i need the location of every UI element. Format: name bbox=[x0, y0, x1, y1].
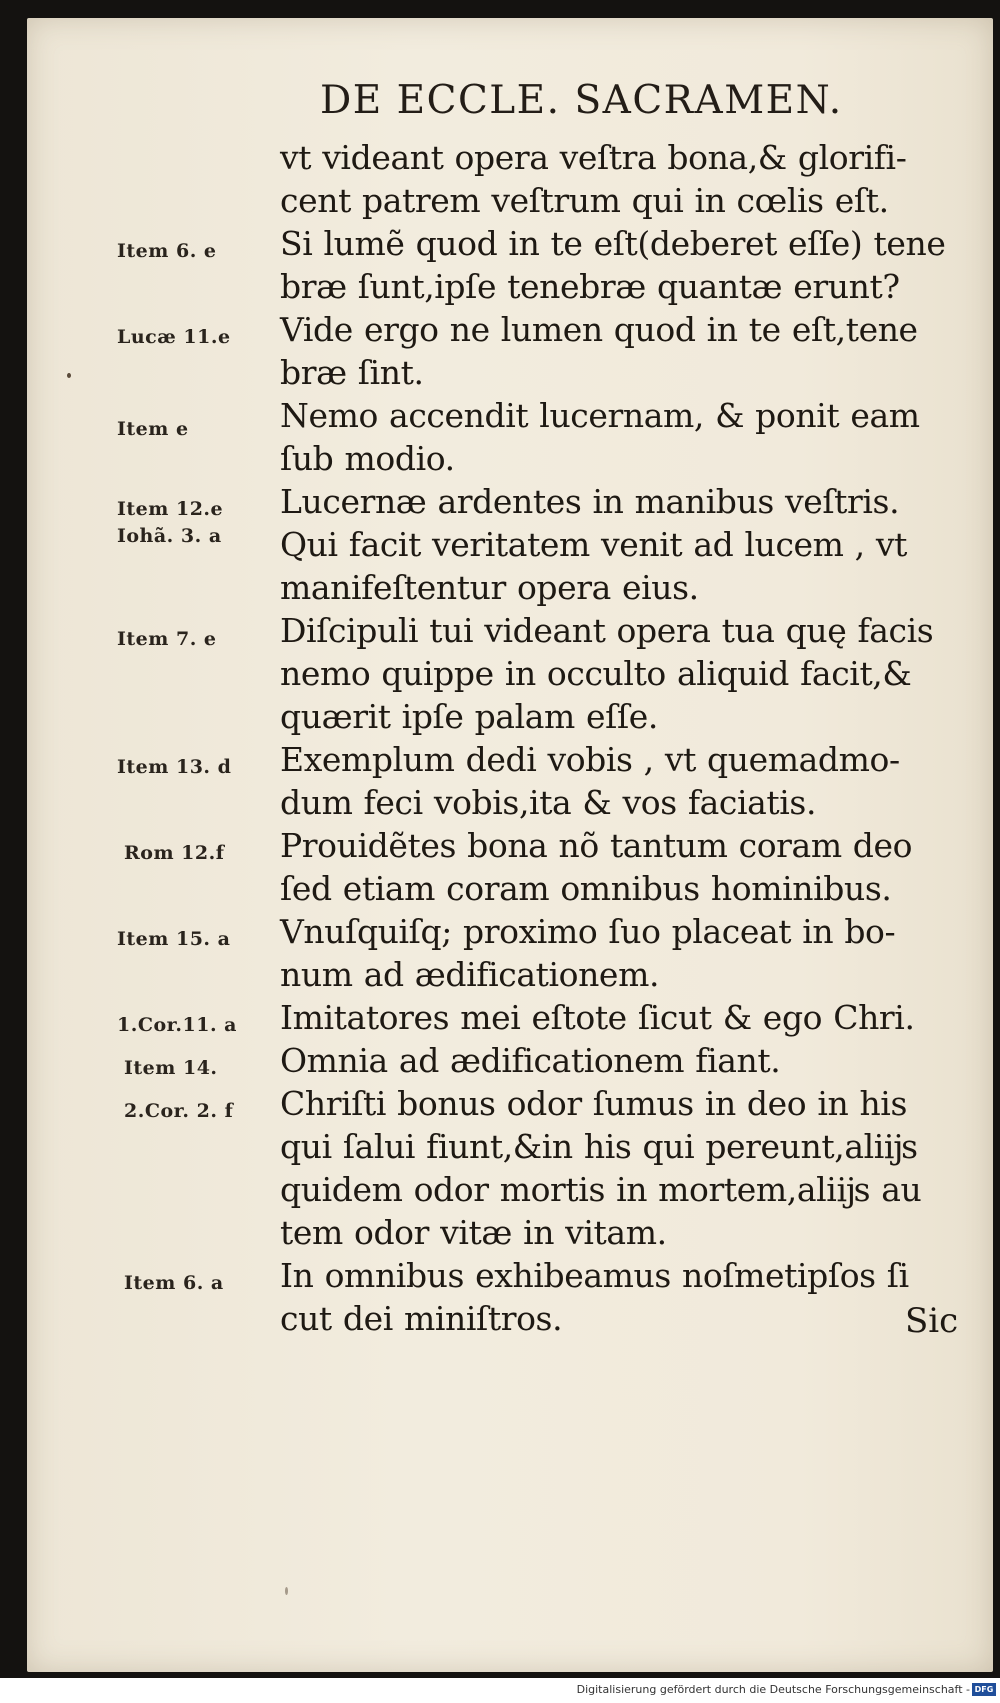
text-line: vt videant opera veſtra bona,& glorifi- bbox=[280, 138, 907, 177]
text-line: cut dei miniſtros. bbox=[280, 1299, 563, 1338]
margin-reference: Item 6. e bbox=[117, 240, 217, 262]
margin-reference: Lucæ 11.e bbox=[117, 326, 231, 348]
text-line: Chriſti bonus odor ſumus in deo in his bbox=[280, 1084, 907, 1123]
catchword: Sic bbox=[905, 1301, 959, 1341]
text-line: Imitatores mei eſtote ſicut & ego Chri. bbox=[280, 998, 915, 1037]
text-line: Vide ergo ne lumen quod in te eſt,tene bbox=[280, 310, 918, 349]
ink-speck bbox=[67, 373, 71, 378]
text-line: Vnuſquiſq; proximo ſuo placeat in bo- bbox=[280, 912, 896, 951]
text-line: Omnia ad ædificationem fiant. bbox=[280, 1041, 781, 1080]
text-line: Prouidẽtes bona nõ tantum coram deo bbox=[280, 826, 913, 865]
margin-reference: Item 15. a bbox=[117, 928, 231, 950]
funding-credit: Digitalisierung gefördert durch die Deutsche Forschungsgemeinschaft - bbox=[576, 1683, 970, 1696]
text-line: Si lumẽ quod in te eſt(deberet eſſe) tene bbox=[280, 224, 946, 263]
ink-speck bbox=[285, 1587, 288, 1595]
margin-reference: 1.Cor.11. a bbox=[117, 1014, 237, 1036]
text-line: Nemo accendit lucernam, & ponit eam bbox=[280, 396, 920, 435]
text-line: num ad ædificationem. bbox=[280, 955, 660, 994]
text-line: quidem odor mortis in mortem,aliĳs au bbox=[280, 1170, 922, 1209]
text-line: nemo quippe in occulto aliquid facit,& bbox=[280, 654, 912, 693]
margin-reference: 2.Cor. 2. f bbox=[124, 1100, 234, 1122]
text-line: ſed etiam coram omnibus hominibus. bbox=[280, 869, 892, 908]
margin-reference: Item 6. a bbox=[124, 1272, 224, 1294]
digitization-footer bbox=[0, 1678, 1000, 1703]
book-page bbox=[27, 18, 993, 1672]
text-line: cent patrem veſtrum qui in cœlis eſt. bbox=[280, 181, 889, 220]
text-line: bræ ſunt,ipſe tenebræ quantæ erunt? bbox=[280, 267, 900, 306]
margin-reference: Item 12.e bbox=[117, 498, 224, 520]
text-line: tem odor vitæ in vitam. bbox=[280, 1213, 667, 1252]
text-line: manifeſtentur opera eius. bbox=[280, 568, 699, 607]
margin-reference: Item 14. bbox=[124, 1057, 218, 1079]
margin-reference: Item e bbox=[117, 418, 189, 440]
running-head: DE ECCLE. SACRAMEN. bbox=[320, 78, 843, 123]
text-line: Lucernæ ardentes in manibus veſtris. bbox=[280, 482, 900, 521]
margin-reference: Item 7. e bbox=[117, 628, 217, 650]
text-line: Exemplum dedi vobis , vt quemadmo- bbox=[280, 740, 900, 779]
text-line: In omnibus exhibeamus noſmetipſos ſi bbox=[280, 1256, 909, 1295]
text-line: quærit ipſe palam eſſe. bbox=[280, 697, 658, 736]
dfg-logo: DFG bbox=[972, 1683, 996, 1696]
margin-reference: Item 13. d bbox=[117, 756, 232, 778]
text-line: bræ ſint. bbox=[280, 353, 424, 392]
text-line: dum feci vobis,ita & vos faciatis. bbox=[280, 783, 817, 822]
margin-reference: Rom 12.f bbox=[124, 842, 225, 864]
margin-reference: Iohã. 3. a bbox=[117, 525, 222, 547]
text-line: qui ſalui fiunt,&in his qui pereunt,aliĳs bbox=[280, 1127, 918, 1166]
text-line: Qui facit veritatem venit ad lucem , vt bbox=[280, 525, 907, 564]
text-line: Diſcipuli tui videant opera tua quę facis bbox=[280, 611, 934, 650]
text-line: ſub modio. bbox=[280, 439, 455, 478]
